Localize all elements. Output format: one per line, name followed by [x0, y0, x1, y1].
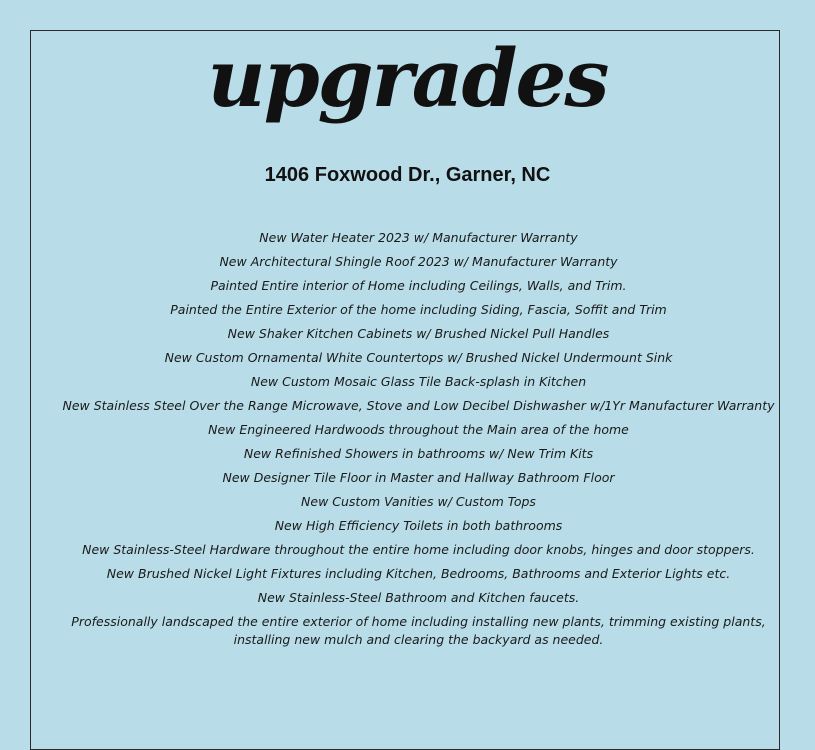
list-item: New Water Heater 2023 w/ Manufacturer Warranty: [259, 230, 578, 245]
property-address: 1406 Foxwood Dr., Garner, NC: [264, 164, 551, 186]
list-item: New Stainless-Steel Bathroom and Kitchen faucets.: [257, 590, 580, 605]
upgrades-list: [40, 229, 797, 655]
list-item: Professionally landscaped the entire exterior of home including installing new plants, trimming existing plants, installing new mulch and clearing the backyard as needed.: [71, 614, 766, 647]
list-item: New Designer Tile Floor in Master and Hallway Bathroom Floor: [222, 470, 615, 485]
list-item: New Engineered Hardwoods throughout the Main area of the home: [208, 422, 629, 437]
list-item: New Refinished Showers in bathrooms w/ New Trim Kits: [243, 446, 594, 461]
list-item: New High Efficiency Toilets in both bathrooms: [274, 518, 563, 533]
list-item: Painted Entire interior of Home including Ceilings, Walls, and Trim.: [210, 278, 627, 293]
list-item: Painted the Entire Exterior of the home including Siding, Fascia, Soffit and Trim: [170, 302, 667, 317]
list-item: New Custom Vanities w/ Custom Tops: [301, 494, 536, 509]
list-item: New Architectural Shingle Roof 2023 w/ Manufacturer Warranty: [219, 254, 618, 269]
list-item: New Shaker Kitchen Cabinets w/ Brushed Nickel Pull Handles: [227, 326, 610, 341]
list-item: New Stainless Steel Over the Range Microwave, Stove and Low Decibel Dishwasher w/1Yr Manufacturer Warranty: [62, 398, 775, 413]
list-item: New Custom Ornamental White Countertops w/ Brushed Nickel Undermount Sink: [164, 350, 673, 365]
page-title: upgrades: [207, 31, 608, 125]
list-item: New Brushed Nickel Light Fixtures including Kitchen, Bedrooms, Bathrooms and Exterior Lights etc.: [106, 566, 731, 581]
list-item: New Custom Mosaic Glass Tile Back-splash in Kitchen: [250, 374, 587, 389]
list-item: New Stainless-Steel Hardware throughout the entire home including door knobs, hinges and door stoppers.: [82, 542, 755, 557]
